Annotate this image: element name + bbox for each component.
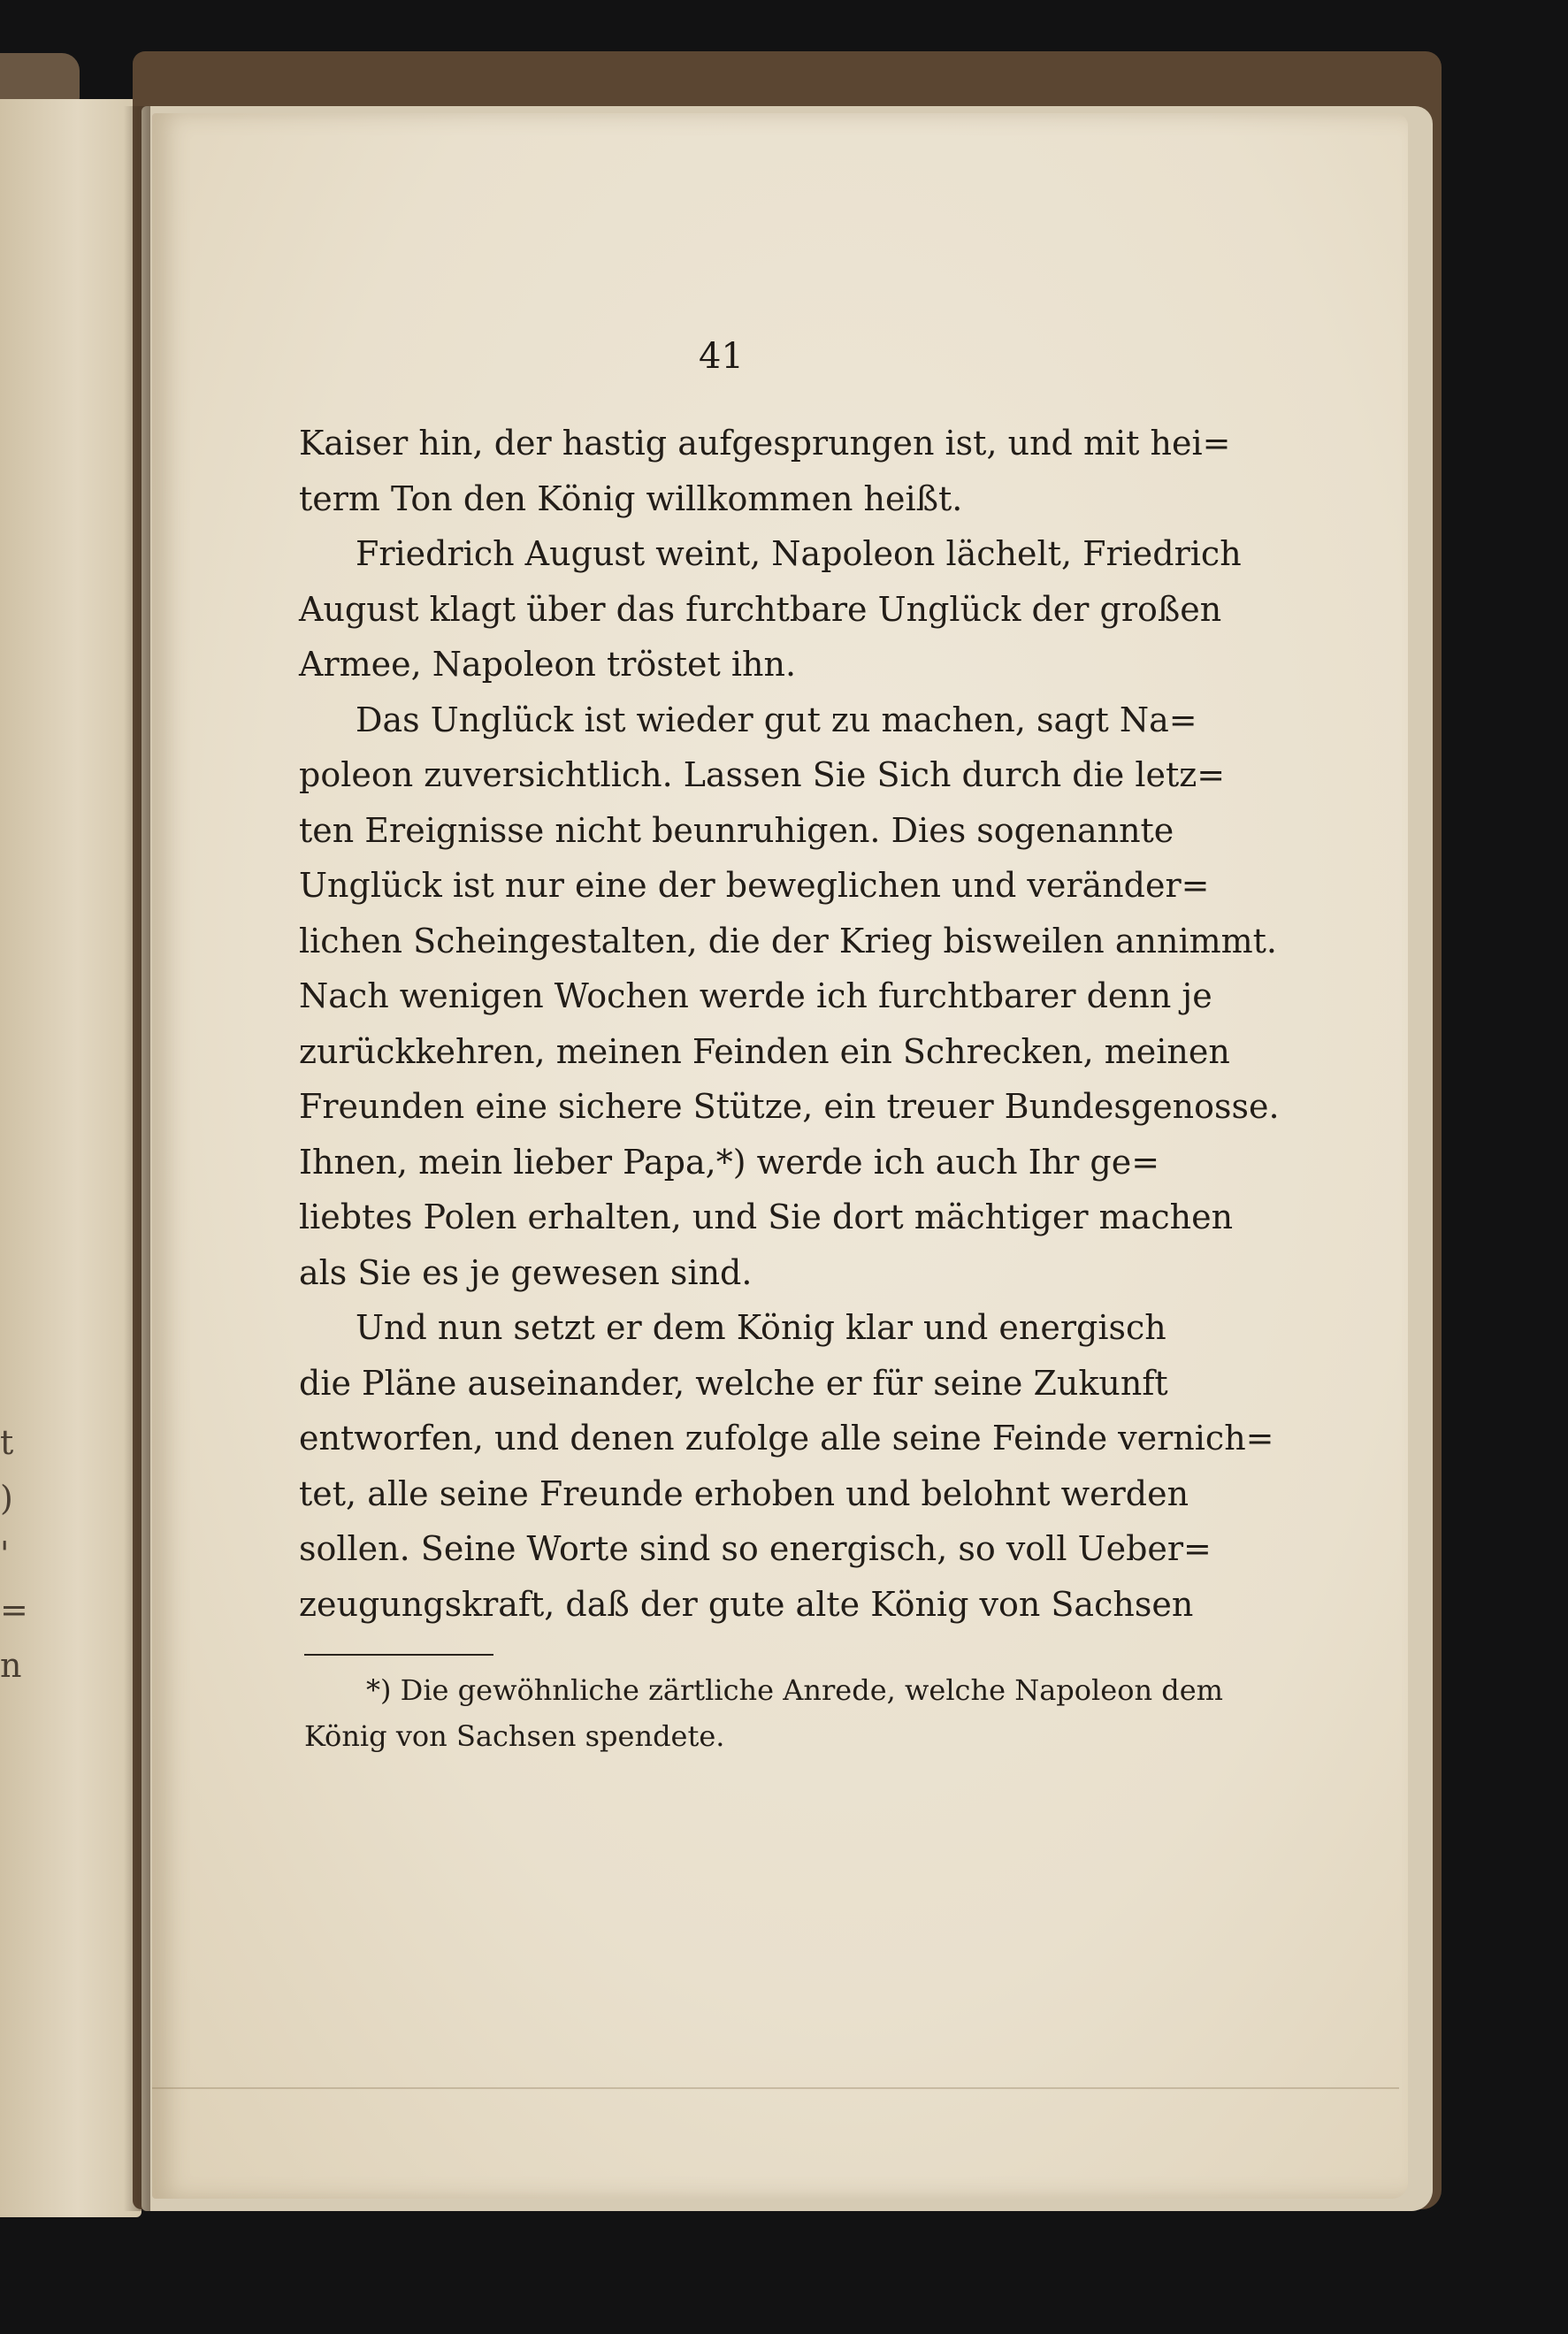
text-line: die Pläne auseinander, welche er für seine Zukunft (299, 1363, 1168, 1403)
footnote-line: König von Sachsen spendete. (304, 1719, 725, 1753)
text-line: Kaiser hin, der hastig aufgesprungen ist, und mit hei= (299, 424, 1231, 463)
text-line: Und nun setzt er dem König klar und energisch (356, 1308, 1166, 1347)
text-line: zurückkehren, meinen Feinden ein Schrecken, meinen (299, 1031, 1230, 1071)
left-cover-edge (0, 53, 80, 106)
left-mark: = (0, 1590, 28, 1629)
text-line: Friedrich August weint, Napoleon lächelt, Friedrich (356, 534, 1242, 573)
text-line: Das Unglück ist wieder gut zu machen, sagt Na= (356, 700, 1197, 739)
text-line: Nach wenigen Wochen werde ich furchtbarer denn je (299, 976, 1212, 1015)
text-line: tet, alle seine Freunde erhoben und belohnt werden (299, 1473, 1189, 1513)
text-line: lichen Scheingestalten, die der Krieg bisweilen annimmt. (299, 921, 1278, 960)
text-line: liebtes Polen erhalten, und Sie dort mächtiger machen (299, 1198, 1234, 1236)
text-line: entworfen, und denen zufolge alle seine Feinde vernich= (299, 1419, 1274, 1458)
text-line: als Sie es je gewesen sind. (299, 1252, 753, 1292)
footnote (304, 1667, 1223, 1759)
left-mark: t (0, 1423, 14, 1462)
text-line: sollen. Seine Worte sind so energisch, so voll Ueber= (299, 1529, 1212, 1568)
body-text (299, 416, 1280, 1632)
left-page-margin-letters (0, 1415, 35, 1694)
footnote-rule (304, 1654, 493, 1656)
text-line: term Ton den König willkommen heißt. (299, 478, 963, 518)
gutter-shadow (124, 106, 150, 2211)
text-line: Unglück ist nur eine der beweglichen und veränder= (299, 866, 1210, 905)
left-mark: ' (0, 1534, 10, 1573)
text-line: Freunden eine sichere Stütze, ein treuer Bundesgenosse. (299, 1087, 1280, 1126)
left-mark: ) (0, 1479, 13, 1518)
page-edge-line (152, 2087, 1399, 2089)
left-facing-page (0, 99, 142, 2217)
left-mark: n (0, 1646, 22, 1685)
footnote-line: *) Die gewöhnliche zärtliche Anrede, welche Napoleon dem (366, 1673, 1223, 1707)
text-line: ten Ereignisse nicht beunruhigen. Dies sogenannte (299, 810, 1174, 850)
text-line: poleon zuversichtlich. Lassen Sie Sich durch die letz= (299, 755, 1226, 794)
text-line: Ihnen, mein lieber Papa,*) werde ich auch Ihr ge= (299, 1142, 1160, 1182)
text-line: zeugungskraft, daß der gute alte König von Sachsen (299, 1584, 1194, 1624)
text-line: August klagt über das furchtbare Unglück der großen (299, 589, 1222, 629)
text-line: Armee, Napoleon tröstet ihn. (299, 645, 797, 684)
page-number: 41 (699, 336, 744, 377)
